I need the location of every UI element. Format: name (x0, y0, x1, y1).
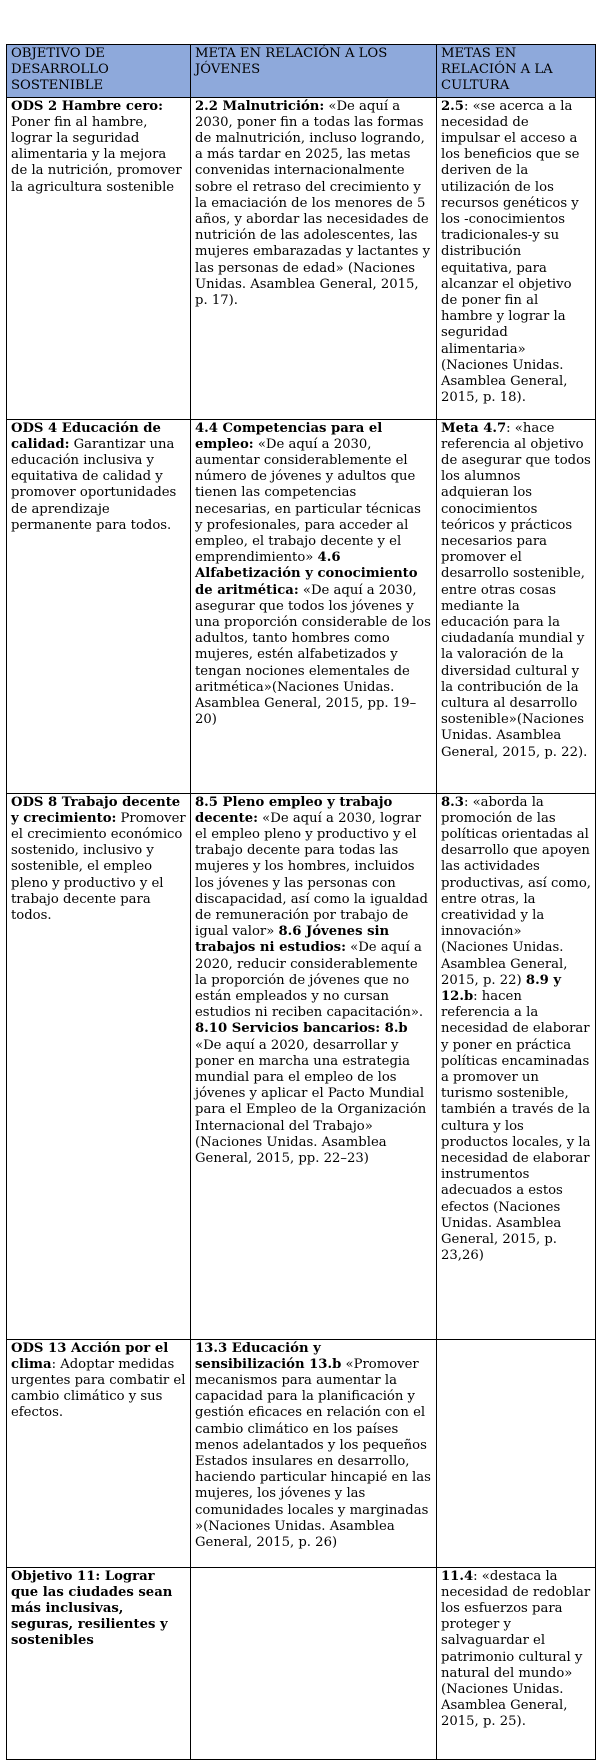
objetivo-cell: ODS 2 Hambre cero: Poner fin al hambre, lograr la seguridad alimentaria y la mejora de la nutrición, promover la agricultura sostenible (7, 97, 191, 419)
cultura-cell: 8.3: «aborda la promoción de las políticas orientadas al desarrollo que apoyen las actividades productivas, así como, entre otras, la creatividad y la innovación» (Naciones Unidas. Asamblea General, 2015, p. 22) 8.9 y 12.b: hacen referencia a la necesidad de elaborar y poner en práctica políticas encaminadas a promover un turismo sostenible, también a través de la cultura y los productos locales, y la necesidad de elaborar instrumentos adecuados a estos efectos (Naciones Unidas. Asamblea General, 2015, p. 23,26) (437, 793, 596, 1339)
jovenes-cell: 2.2 Malnutrición: «De aquí a 2030, poner fin a todas las formas de malnutrición, incluso logrando, a más tardar en 2025, las metas convenidas internacionalmente sobre el retraso del crecimiento y la emaciación de los menores de 5 años, y abordar las necesidades de nutrición de las adolescentes, las mujeres embarazadas y lactantes y las personas de edad» (Naciones Unidas. Asamblea General, 2015, p. 17). (191, 97, 437, 419)
header-objetivo: OBJETIVO DE DESARROLLO SOSTENIBLE (7, 45, 191, 98)
cultura-cell: Meta 4.7: «hace referencia al objetivo de asegurar que todos los alumnos adquieran los conocimientos teóricos y prácticos necesarios para promover el desarrollo sostenible, entre otras cosas mediante la educación para la ciudadanía mundial y la valoración de la diversidad cultural y la contribución de la cultura al desarrollo sostenible»(Naciones Unidas. Asamblea General, 2015, p. 22). (437, 419, 596, 793)
table-row (7, 1339, 596, 1567)
cultura-cell (437, 1339, 596, 1567)
table-header-row (7, 45, 596, 98)
table-row (7, 793, 596, 1339)
table-row (7, 419, 596, 793)
header-cultura: METAS EN RELACIÓN A LA CULTURA (437, 45, 596, 98)
objetivo-cell: ODS 8 Trabajo decente y crecimiento: Promover el crecimiento económico sostenido, inclusivo y sostenible, el empleo pleno y productivo y el trabajo decente para todos. (7, 793, 191, 1339)
jovenes-cell: 13.3 Educación y sensibilización 13.b «Promover mecanismos para aumentar la capacidad para la planificación y gestión eficaces en relación con el cambio climático en los países menos adelantados y los pequeños Estados insulares en desarrollo, haciendo particular hincapié en las mujeres, los jóvenes y las comunidades locales y marginadas »(Naciones Unidas. Asamblea General, 2015, p. 26) (191, 1339, 437, 1567)
objetivo-cell: ODS 4 Educación de calidad: Garantizar una educación inclusiva y equitativa de calidad y promover oportunidades de aprendizaje permanente para todos. (7, 419, 191, 793)
cultura-cell: 2.5: «se acerca a la necesidad de impulsar el acceso a los beneficios que se deriven de la utilización de los recursos genéticos y los -conocimientos tradicionales-y su distribución equitativa, para alcanzar el objetivo de poner fin al hambre y lograr la seguridad alimentaria» (Naciones Unidas. Asamblea General, 2015, p. 18). (437, 97, 596, 419)
objetivo-cell: ODS 13 Acción por el clima: Adoptar medidas urgentes para combatir el cambio climático y sus efectos. (7, 1339, 191, 1567)
jovenes-cell: 4.4 Competencias para el empleo: «De aquí a 2030, aumentar considerablemente el número de jóvenes y adultos que tienen las competencias necesarias, en particular técnicas y profesionales, para acceder al empleo, el trabajo decente y el emprendimiento» 4.6 Alfabetización y conocimiento de aritmética: «De aquí a 2030, asegurar que todos los jóvenes y una proporción considerable de los adultos, tanto hombres como mujeres, estén alfabetizados y tengan nociones elementales de aritmética»(Naciones Unidas. Asamblea General, 2015, pp. 19–20) (191, 419, 437, 793)
header-jovenes: META EN RELACIÓN A LOS JÓVENES (191, 45, 437, 98)
cultura-cell: 11.4: «destaca la necesidad de redoblar los esfuerzos para proteger y salvaguardar el patrimonio cultural y natural del mundo» (Naciones Unidas. Asamblea General, 2015, p. 25). (437, 1567, 596, 1759)
jovenes-cell: 8.5 Pleno empleo y trabajo decente: «De aquí a 2030, lograr el empleo pleno y productivo y el trabajo decente para todas las mujeres y los hombres, incluidos los jóvenes y las personas con discapacidad, así como la igualdad de remuneración por trabajo de igual valor» 8.6 Jóvenes sin trabajos ni estudios: «De aquí a 2020, reducir considerablemente la proporción de jóvenes que no están empleados y no cursan estudios ni reciben capacitación». 8.10 Servicios bancarios: 8.b «De aquí a 2020, desarrollar y poner en marcha una estrategia mundial para el empleo de los jóvenes y aplicar el Pacto Mundial para el Empleo de la Organización Internacional del Trabajo» (Naciones Unidas. Asamblea General, 2015, pp. 22–23) (191, 793, 437, 1339)
table-row (7, 97, 596, 419)
table-row (7, 1567, 596, 1759)
jovenes-cell (191, 1567, 437, 1759)
objetivo-cell: Objetivo 11: Lograr que las ciudades sean más inclusivas, seguras, resilientes y sostenibles (7, 1567, 191, 1759)
ods-table (6, 44, 596, 1760)
